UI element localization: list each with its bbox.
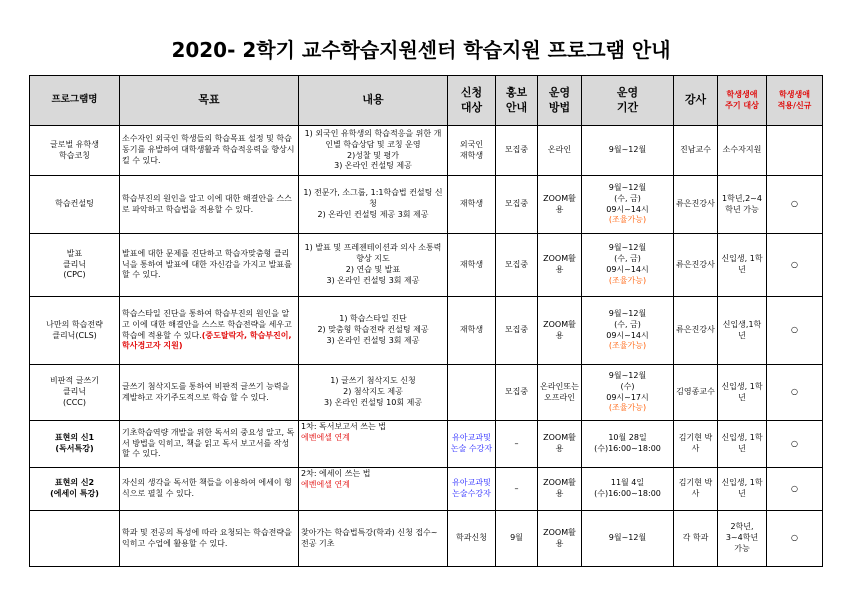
cell-method: ZOOM활용 — [538, 297, 582, 365]
header-lifecycle — [718, 76, 767, 126]
content-sub: 에벤에셀 연계 — [301, 479, 350, 489]
period-text: 9월~12월 (수, 금) 09시~14시 — [606, 243, 649, 274]
content-line: 2)성찰 및 평가 — [347, 150, 399, 160]
content-line: 3) 온라인 컨설팅 3회 제공 — [326, 275, 420, 285]
cell-applied: ○ — [767, 176, 823, 234]
cell-program — [30, 511, 120, 567]
cell-lifecycle: 신입생, 1학년 — [718, 234, 767, 297]
cell-program: 표현의 신2 (에세이 특강) — [30, 468, 120, 511]
header-target — [448, 76, 496, 126]
content-line: 3) 온라인 컨설팅 3회 제공 — [326, 335, 420, 345]
content-line: 1) 전문가, 소그룹, 1:1학습법 컨설팅 신청 — [303, 188, 443, 209]
cell-instructor: 류은진강사 — [674, 297, 718, 365]
cell-content — [299, 511, 448, 567]
cell-method: ZOOM활용 — [538, 511, 582, 567]
content-sub: 에벤에셀 연계 — [301, 432, 350, 442]
header-lifecycle-text: 학생생애 주기 대상 — [725, 89, 759, 110]
cell-applied: ○ — [767, 421, 823, 468]
cell-content — [299, 297, 448, 365]
period-note: (조율가능) — [608, 275, 647, 285]
cell-instructor: 김기현 박사 — [674, 468, 718, 511]
cell-method: ZOOM활용 — [538, 176, 582, 234]
cell-promo: 모집중 — [496, 297, 538, 365]
table-row — [30, 421, 823, 468]
cell-lifecycle: 신입생, 1학년 — [718, 365, 767, 421]
cell-instructor: 김기현 박사 — [674, 421, 718, 468]
table-row — [30, 126, 823, 176]
cell-lifecycle: 1학년,2~4학년 가능 — [718, 176, 767, 234]
cell-instructor: 류은진강사 — [674, 234, 718, 297]
content-line: 3) 온라인 컨설팅 10회 제공 — [323, 397, 423, 407]
cell-lifecycle: 신입생, 1학년 — [718, 421, 767, 468]
cell-applied: ○ — [767, 468, 823, 511]
cell-program: 발표 클리닉 (CPC) — [30, 234, 120, 297]
table-header-row — [30, 76, 823, 126]
cell-applied: ○ — [767, 365, 823, 421]
cell-applied — [767, 126, 823, 176]
cell-method: ZOOM활용 — [538, 421, 582, 468]
header-goal: 목표 — [120, 76, 299, 126]
header-program: 프로그램명 — [30, 76, 120, 126]
content-line: 2) 맞춤형 학습전략 컨설팅 제공 — [317, 325, 429, 335]
header-promo — [496, 76, 538, 126]
cell-promo: 모집중 — [496, 176, 538, 234]
cell-program: 학습컨설팅 — [30, 176, 120, 234]
cell-target: 외국인 재학생 — [448, 126, 496, 176]
cell-promo: – — [496, 421, 538, 468]
cell-content — [299, 176, 448, 234]
content-line: 찾아가는 학습법특강(학과) 신청 접수~전공 기초 — [301, 527, 438, 548]
cell-goal: 글쓰기 첨삭지도를 통하여 비판적 글쓰기 능력을 계발하고 자기주도적으로 학습 할 수 있다. — [120, 365, 299, 421]
header-promo-text: 홍보 안내 — [505, 85, 528, 114]
header-period — [582, 76, 674, 126]
cell-target: 재학생 — [448, 176, 496, 234]
cell-target: 재학생 — [448, 297, 496, 365]
table-row — [30, 234, 823, 297]
cell-lifecycle: 신입생, 1학년 — [718, 468, 767, 511]
content-main: 1차: 독서보고서 쓰는 법 — [301, 422, 386, 431]
cell-lifecycle: 신입생,1학년 — [718, 297, 767, 365]
cell-period — [582, 421, 674, 468]
cell-period — [582, 234, 674, 297]
cell-promo: 모집중 — [496, 234, 538, 297]
header-instructor: 강사 — [674, 76, 718, 126]
period-text: 9월~12월 (수) 09시~17시 — [606, 370, 649, 402]
cell-applied: ○ — [767, 511, 823, 567]
content-line: 1) 학습스타일 진단 — [339, 314, 407, 324]
header-method — [538, 76, 582, 126]
cell-promo: – — [496, 468, 538, 511]
cell-content — [299, 126, 448, 176]
cell-lifecycle: 소수자지원 — [718, 126, 767, 176]
cell-period — [582, 365, 674, 421]
cell-program: 표현의 신1 (독서특강) — [30, 421, 120, 468]
cell-period — [582, 297, 674, 365]
cell-program: 나만의 학습전략 클리닉(CLS) — [30, 297, 120, 365]
cell-period — [582, 468, 674, 511]
cell-applied: ○ — [767, 234, 823, 297]
header-applied — [767, 76, 823, 126]
cell-goal: 발표에 대한 문제를 진단하고 학습자맞춤형 클리닉을 통하여 발표에 대한 자신감을 가지고 발표를 할 수 있다. — [120, 234, 299, 297]
period-note: (조율가능) — [608, 403, 647, 413]
cell-program: 비판적 글쓰기 클리닉 (CCC) — [30, 365, 120, 421]
cell-lifecycle — [718, 511, 767, 567]
cell-target — [448, 365, 496, 421]
header-target-text: 신청 대상 — [460, 85, 483, 114]
cell-goal: 자신의 생각을 독서한 책들을 이용하여 에세이 형식으로 펼칠 수 있다. — [120, 468, 299, 511]
period-text: 10월 28일 (수)16:00~18:00 — [594, 433, 661, 453]
cell-target: 유아교과및 논술수강자 — [448, 468, 496, 511]
cell-goal: 학습부진의 원인을 알고 이에 대한 해결안을 스스로 파악하고 학습법을 적용할 수 있다. — [120, 176, 299, 234]
content-line: 1) 발표 및 프레젠테이션과 의사 소통력 향상 지도 — [304, 243, 442, 264]
cell-promo: 모집중 — [496, 126, 538, 176]
period-text: 9월~12월 (수, 금) 09시~14시 — [606, 182, 649, 214]
cell-method: ZOOM활용 — [538, 468, 582, 511]
cell-goal: 소수자인 외국인 학생들의 학습목표 설정 및 학습동기를 유발하여 대학생활과 학습적응력을 향상시킬 수 있다. — [120, 126, 299, 176]
goal-note: (중도탈락자, 학습부진이, 학사경고자 지원) — [122, 330, 292, 351]
cell-period — [582, 126, 674, 176]
period-note: (조율가능) — [608, 215, 647, 225]
content-line: 2) 온라인 컨설팅 제공 3회 제공 — [317, 209, 429, 219]
table-row — [30, 468, 823, 511]
period-text: 9월~12월 (수, 금) 09시~14시 — [606, 308, 649, 340]
period-text: 9월~12월 — [608, 533, 647, 543]
page-title: 2020- 2학기 교수학습지원센터 학습지원 프로그램 안내 — [171, 38, 671, 62]
table-body — [30, 126, 823, 567]
cell-instructor: 류은진강사 — [674, 176, 718, 234]
period-text: 11월 4일 (수)16:00~18:00 — [594, 478, 661, 498]
cell-method: ZOOM활용 — [538, 234, 582, 297]
cell-goal — [120, 297, 299, 365]
period-text: 9월~12월 — [608, 145, 647, 155]
cell-instructor: 김영종교수 — [674, 365, 718, 421]
cell-applied: ○ — [767, 297, 823, 365]
period-note: (조율가능) — [608, 341, 647, 351]
cell-content — [299, 468, 448, 511]
cell-period — [582, 511, 674, 567]
cell-target: 재학생 — [448, 234, 496, 297]
cell-content — [299, 421, 448, 468]
cell-promo: 모집중 — [496, 365, 538, 421]
table-row — [30, 176, 823, 234]
header-content: 내용 — [299, 76, 448, 126]
cell-period — [582, 176, 674, 234]
lifecycle-text: 2학년, 3~4학년 가능 — [725, 522, 759, 553]
table-row — [30, 297, 823, 365]
header-applied-text: 학생생애 적용/신규 — [777, 89, 812, 110]
cell-promo: 9월 — [496, 511, 538, 567]
header-period-text: 운영 기간 — [616, 85, 639, 114]
cell-goal: 학과 및 전공의 특성에 따라 요청되는 학습전략을 익히고 수업에 활용할 수 있다. — [120, 511, 299, 567]
cell-instructor: 각 학과 — [674, 511, 718, 567]
content-main: 2차: 에세이 쓰는 법 — [301, 469, 371, 478]
cell-target: 유아교과및 논술 수강자 — [448, 421, 496, 468]
cell-target: 학과신청 — [448, 511, 496, 567]
cell-content — [299, 234, 448, 297]
content-line: 2) 연습 및 발표 — [345, 265, 401, 274]
program-table — [29, 75, 823, 567]
table-row — [30, 511, 823, 567]
content-line: 1) 글쓰기 첨삭지도 신청 — [330, 376, 416, 386]
table-row — [30, 365, 823, 421]
content-line: 1) 외국인 유학생의 학습적응을 위한 개인별 학습상담 및 코칭 운영 — [304, 128, 442, 149]
content-line: 2) 첨삭지도 제공 — [343, 387, 403, 397]
cell-content — [299, 365, 448, 421]
goal-text: 학습스타일 진단을 통하여 학습부진의 원인을 알고 이에 대한 해결안을 스스로 학습전략을 세우고 학습에 적용할 수 있다. — [122, 308, 292, 340]
cell-goal: 기초학습역량 개발을 위한 독서의 중요성 알고, 독서 방법을 익히고, 책을 읽고 독서 보고서를 작성할 수 있다. — [120, 421, 299, 468]
cell-program: 글로벌 유학생 학습코칭 — [30, 126, 120, 176]
cell-method: 온라인또는 오프라인 — [538, 365, 582, 421]
header-method-text: 운영 방법 — [548, 85, 571, 114]
content-line: 3) 온라인 컨설팅 제공 — [334, 161, 412, 171]
cell-method: 온라인 — [538, 126, 582, 176]
cell-instructor: 진남교수 — [674, 126, 718, 176]
